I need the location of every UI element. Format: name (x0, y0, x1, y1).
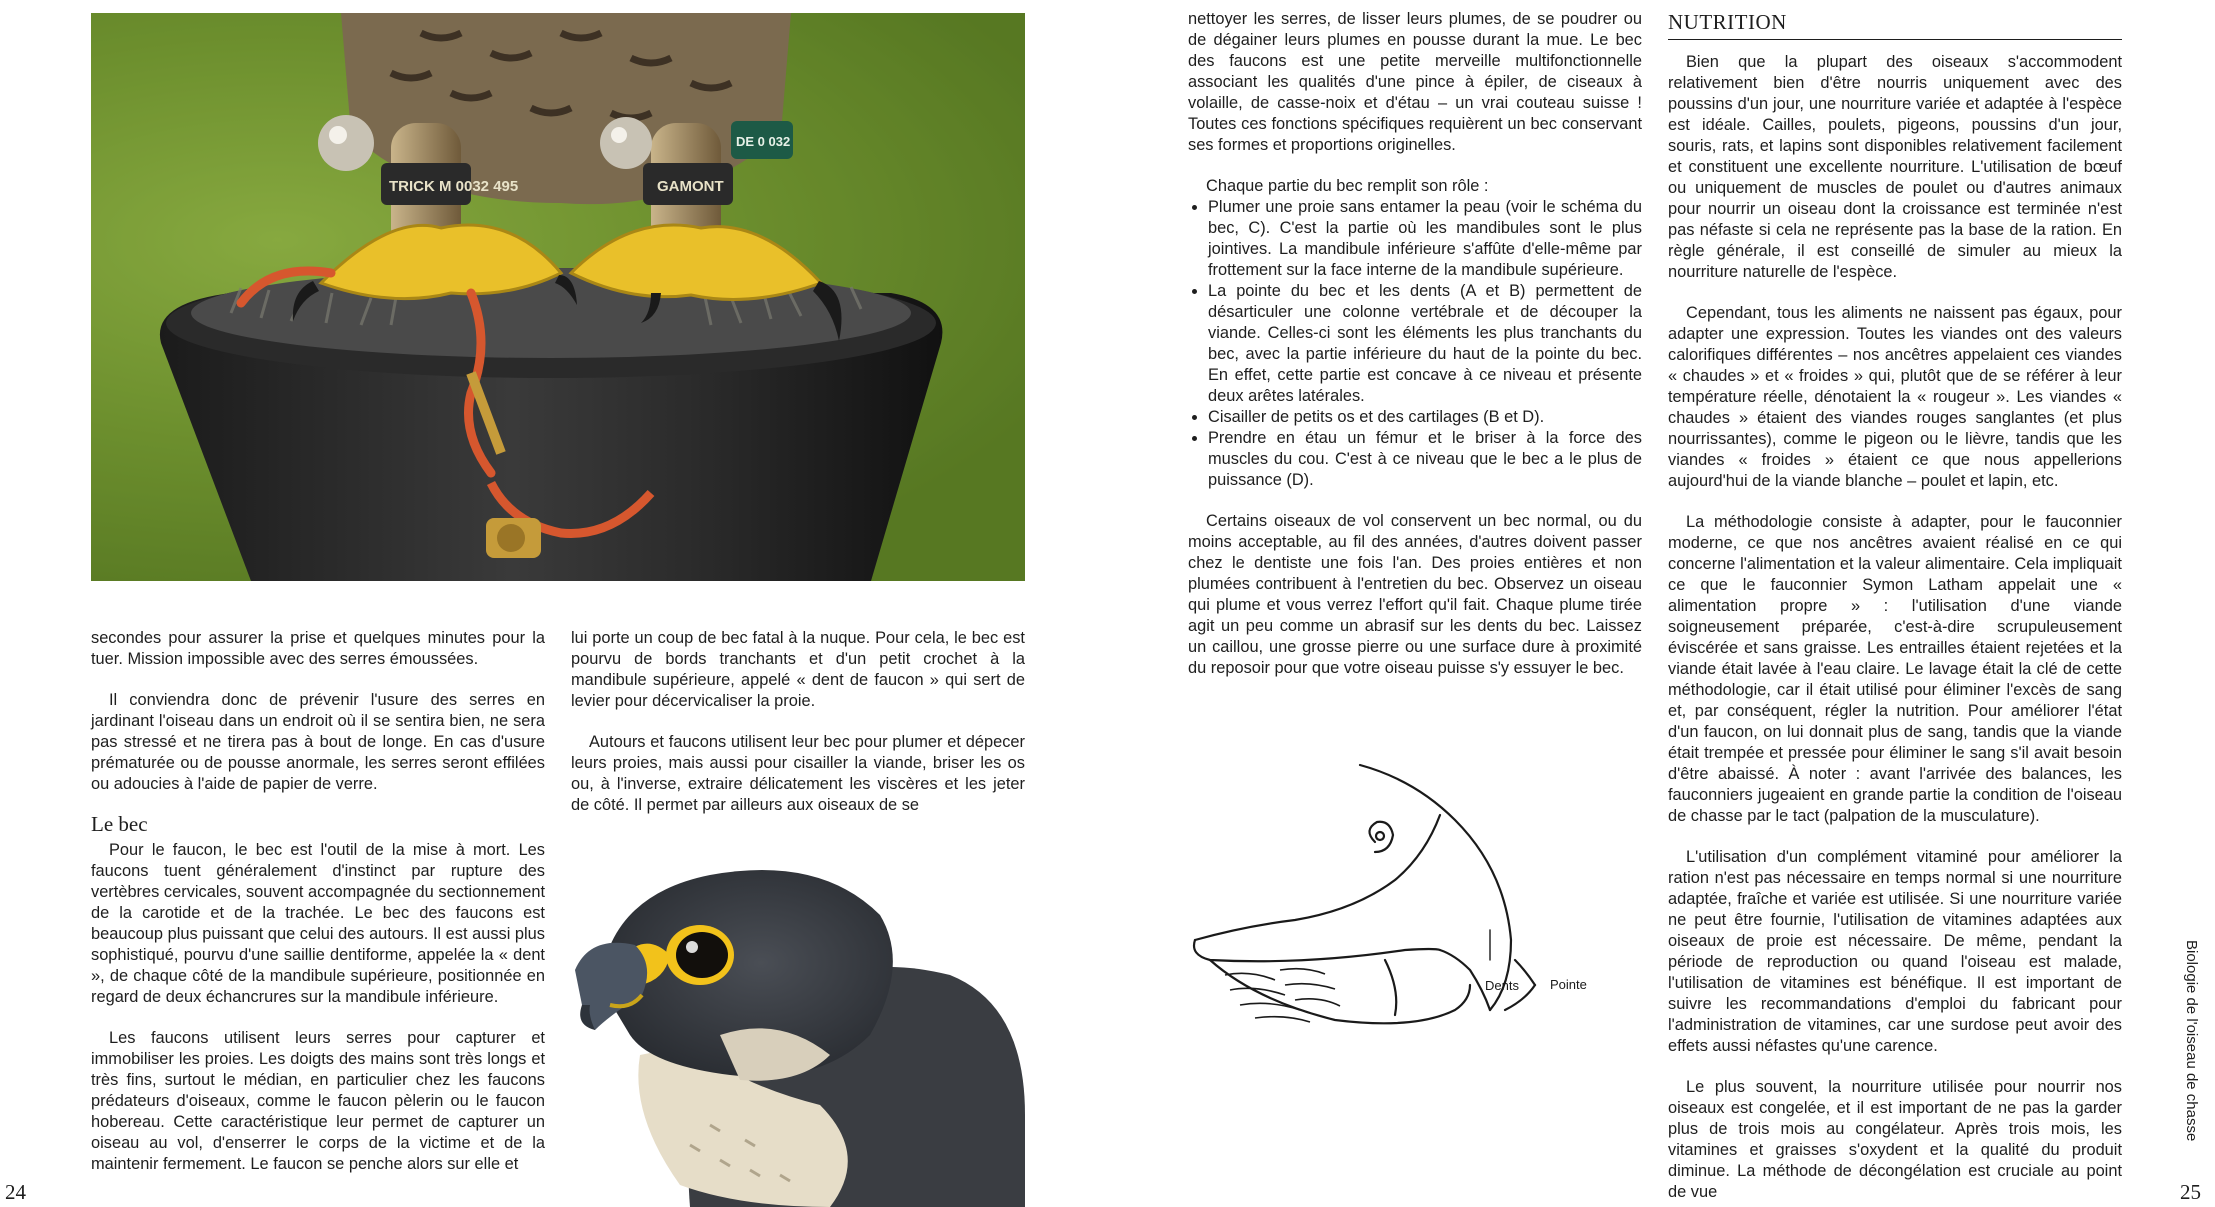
col1-paragraph-1: secondes pour assurer la prise et quelques minutes pour la tuer. Mission impossible avec des serres émoussées. (91, 629, 545, 668)
col3-paragraph-2: Certains oiseaux de vol conservent un bec normal, ou du moins acceptable, au fil des années, d'autres doivent passer chez le dentiste une fois l'an. Des proies entières et non plumées contribuent à l'entretien du bec. Observez un oiseau qui plume et vous verrez l'effort qu'il fait. Chaque plume tirée agit un peu comme un abrasif sur les dents du bec. Laissez un caillou, une grosse pierre ou une surface dure à proximité du reposoir pour que votre oiseau puisse s'y essuyer le bec. (1188, 512, 1642, 677)
falcon-feet-photo (91, 13, 1025, 581)
section-heading-nutrition: NUTRITION (1668, 9, 2122, 40)
column-4 (1668, 9, 2122, 1203)
right-leg-band-text: GAMONT (657, 178, 724, 195)
list-item: • Prendre en étau un fémur et le briser à la force des muscles du cou. C'est à ce niveau que le bec a le plus de puissance (D). (1208, 428, 1642, 491)
col1-paragraph-4: Les faucons utilisent leurs serres pour capturer et immobiliser les proies. Les doigts des mains sont très longs et très fins, surtout le médian, en particulier chez les faucons prédateurs d'oiseaux, comme le faucon pèlerin ou le faucon hobereau. Cette caractéristique leur permet de capturer un oiseau au vol, d'enserrer le corps de la victime et de la maintenir fermement. Le faucon se penche alors sur elle et (91, 1029, 545, 1173)
list-item: • Cisailler de petits os et des cartilages (B et D). (1208, 407, 1642, 428)
list-item: • La pointe du bec et les dents (A et B) permettent de désarticuler une colonne vertébrale et de découper la viande. Celles-ci sont les éléments les plus tranchants du bec, avec la partie inférieure du haut de la pointe du bec. En effet, cette partie est concave à ce niveau et présente deux arêtes latérales. (1208, 281, 1642, 407)
beak-roles-list (1188, 197, 1642, 491)
col2-paragraph-1: lui porte un coup de bec fatal à la nuque. Pour cela, le bec est pourvu de bords tranchants et d'un petit crochet à la mandibule supérieure, appelé « dent de faucon » qui sert de levier pour décervicaliser la proie. (571, 629, 1025, 710)
col2-paragraph-2: Autours et faucons utilisent leur bec pour plumer et dépecer leurs proies, mais aussi pour cisailler la viande, briser les os ou, à l'inverse, extraire délicatement les viscères et les jeter de côté. Il permet par ailleurs aux oiseaux de se (571, 733, 1025, 814)
col4-paragraph-2: Cependant, tous les aliments ne naissent pas égaux, pour adapter une expression. Toutes les viandes ont des valeurs calorifiques différentes – nos ancêtres appelaient ces viandes « chaudes » et « froides » qui, plutôt que de se référer à leur température réelle, dénotaient la « rougeur ». Les viandes « chaudes » étaient des viandes rouges sanglantes (et plus nourrissantes), comme le pigeon ou le lièvre, tandis que les viandes « froides » étaient ce que nous appellerions aujourd'hui de la viande blanche – poulet et lapin, etc. (1668, 304, 2122, 490)
col3-paragraph-1: nettoyer les serres, de lisser leurs plumes, de se poudrer ou de dégainer leurs plumes en pousse durant la mue. Le bec des faucons est une petite merveille multifonctionnelle associant les qualités d'une pince à épiler, de ciseaux à volaille, de casse-noix et d'étau – un vrai couteau suisse ! Toutes ces fonctions spécifiques requièrent un bec conservant ses formes et proportions originelles. (1188, 10, 1642, 154)
col4-paragraph-1: Bien que la plupart des oiseaux s'accommodent relativement bien d'être nourris uniquement avec des poussins d'un jour, une nourriture variée et adaptée à l'espèce est idéale. Cailles, poulets, pigeons, poussins d'un jour, souris, rats, et lapins sont disponibles relativement facilement et constituent une excellente nourriture. L'utilisation de bœuf ou uniquement de muscles de poulet ou d'autres animaux pour nourrir un oiseau dont la croissance est terminée n'est pas néfaste si cela ne représente pas la base de la ration. En règle générale, il est conseillé de simuler au mieux la nourriture naturelle de l'espèce. (1668, 53, 2122, 281)
column-2 (571, 628, 1025, 816)
green-band-text: DE 0 032 (736, 134, 791, 149)
beak-diagram (1185, 760, 1645, 1080)
col4-paragraph-4: L'utilisation d'un complément vitaminé pour améliorer la ration n'est pas nécessaire en temps normal si une nourriture adaptée, fraîche et variée est utilisée. Si une nourriture variée ne peut être fournie, l'utilisation de vitamines adaptées aux oiseaux de proie est nécessaire. De même, pendant la période de reproduction ou quand l'oiseau est malade, l'utilisation de vitamines est bénéfique. Il est important de suivre les recommandations d'emploi du fabricant pour l'administration de vitamines, car une surdose peut avoir des effets aussi néfastes qu'une carence. (1668, 848, 2122, 1055)
col4-paragraph-5: Le plus souvent, la nourriture utilisée pour nourrir nos oiseaux est congelée, et il est important de ne pas la garder plus de trois mois au congélateur. Après trois mois, les vitamines et graisses s'oxydent et la qualité du produit diminue. La méthode de décongélation est cruciale au point de vue (1668, 1078, 2122, 1201)
falcon-head-illustration (570, 855, 1025, 1207)
label-teeth: Dents (1485, 978, 1519, 993)
page-number-right: 25 (2180, 1180, 2201, 1204)
falcon-feet-illustration (91, 13, 1025, 581)
running-title: Biologie de l'oiseau de chasse (2183, 940, 2200, 1142)
col4-paragraph-3: La méthodologie consiste à adapter, pour le fauconnier moderne, ce que nos ancêtres avaient réalisé en ce qui concerne l'alimentation et la valeur alimentaire. Cela impliquait ce que le fauconnier Symon Latham appelait une « alimentation propre » : l'utilisation d'une viande soigneusement préparée, c'est-à-dire scrupuleusement éviscérée et sans graisse. Les entrailles étaient rejetées et la viande était lavée à l'eau claire. Le lavage était la clé de cette méthodologie, car il était utilisé pour éliminer l'excès de sang et, par conséquent, régler la nutrition. Pour améliorer l'état d'un faucon, on lui donnait plus de sang, tandis que la viande était trempée et pressée pour éliminer le sang s'il avait besoin d'être abaissé. À noter : avant l'arrivée des balances, les fauconniers jugeaient en grande partie la condition de l'oiseau de chasse par le tact (palpation de la musculature). (1668, 513, 2122, 825)
col1-paragraph-3: Pour le faucon, le bec est l'outil de la mise à mort. Les faucons tuent généralement d'instinct par rupture des vertèbres cervicales, souvent accompagnée du sectionnement de la carotide et de la trachée. Le bec des faucons est beaucoup plus puissant que celui des autours. Il est aussi plus sophistiqué, pourvu d'une saillie dentiforme, appelée la « dent », de chaque côté de la mandibule supérieure, positionnée en regard de deux échancrures sur la mandibule inférieure. (91, 841, 545, 1006)
beak-schema-drawing (1185, 760, 1645, 1080)
label-tip: Pointe (1550, 977, 1587, 992)
col3-list-intro: Chaque partie du bec remplit son rôle : (1206, 177, 1489, 195)
col1-paragraph-2: Il conviendra donc de prévenir l'usure des serres en jardinant l'oiseau dans un endroit où il se sentira bien, ne sera pas stressé et ne tirera pas à bout de longe. En cas d'usure prématurée ou de pousse anormale, les serres seront effilées ou adoucies à l'aide de papier de verre. (91, 691, 545, 793)
page-number-left: 24 (5, 1180, 26, 1204)
left-leg-band-text: TRICK M 0032 495 (389, 178, 519, 195)
column-3 (1188, 9, 1642, 679)
peregrine-falcon-photo (570, 855, 1025, 1207)
list-item: • Plumer une proie sans entamer la peau (voir le schéma du bec, C). C'est la partie où les mandibules sont le plus jointives. La mandibule inférieure s'affûte d'elle-même par frottement sur la face interne de la mandibule supérieure. (1208, 197, 1642, 281)
section-heading-le-bec: Le bec (91, 812, 148, 836)
column-1 (91, 628, 545, 1175)
